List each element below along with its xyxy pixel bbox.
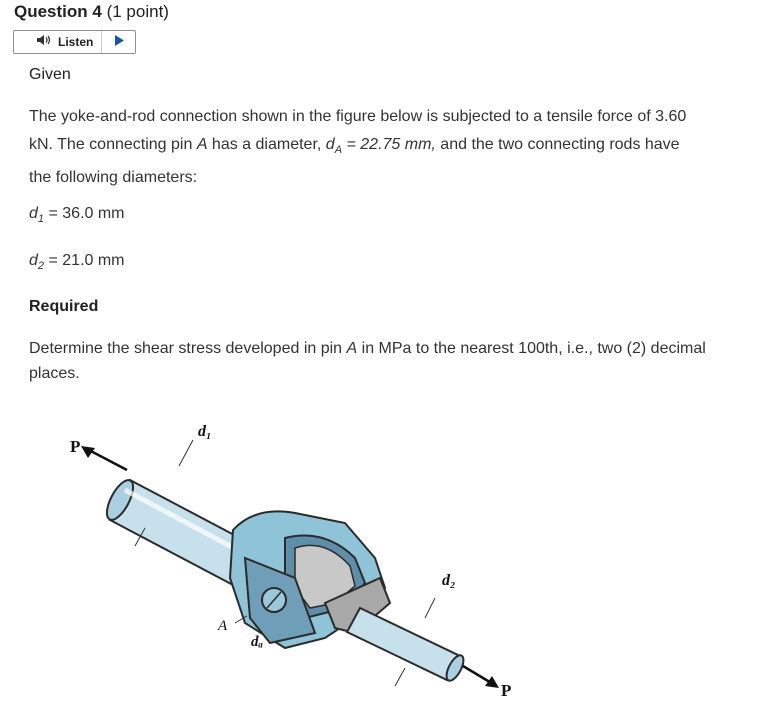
play-button[interactable] <box>102 31 135 53</box>
label-d1: d₁ <box>198 423 212 440</box>
d2-leader-bottom <box>395 668 405 686</box>
d1-leader-top <box>179 440 193 466</box>
d2-value: $d_2 = 21.0$ mm <box>29 252 125 273</box>
dA-symbol: $d_A = 22.75$ mm, <box>325 136 436 157</box>
label-A: A <box>218 618 228 634</box>
d2-leader-top <box>425 598 435 618</box>
question-title <box>14 2 169 22</box>
question-points: (1 point) <box>106 2 169 21</box>
label-d2: d₂ <box>442 572 456 589</box>
listen-control <box>13 30 136 54</box>
force-arrow-right <box>463 666 499 688</box>
required-text: Determine the shear stress developed in pin A in MPa to the nearest 100th, i.e., two (2) decimal places. <box>29 340 706 382</box>
rod-right <box>347 608 467 683</box>
d1-value: $d_1 = 36.0$ mm <box>29 205 125 226</box>
given-text: The yoke-and-rod connection shown in the figure below is subjected to a tensile force of 3.60 kN. The connecting pin A has a diameter, $d_A = 22.75$ mm, and the two connecting rods have the following diameters: <box>29 108 687 187</box>
given-heading: Given <box>29 66 71 83</box>
yoke-rod-figure <box>55 418 535 718</box>
question-number: Question 4 <box>14 2 102 21</box>
label-P-left: P <box>70 437 81 456</box>
listen-label: Listen <box>58 35 94 49</box>
label-P-right: P <box>501 681 512 700</box>
label-dA: dₐ <box>251 634 263 650</box>
speaker-icon <box>36 33 54 51</box>
force-arrow-left <box>81 446 127 470</box>
listen-button[interactable] <box>14 31 102 53</box>
required-heading: Required <box>29 298 99 315</box>
pin-name: A <box>196 136 208 153</box>
play-icon <box>114 33 124 51</box>
